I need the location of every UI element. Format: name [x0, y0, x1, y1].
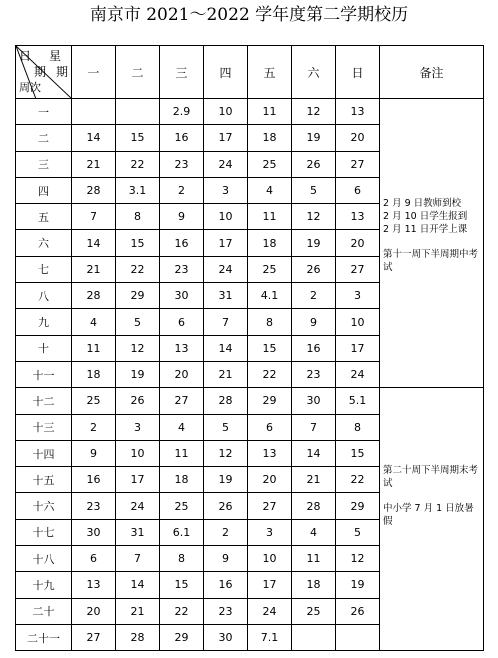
remarks-line: 第二十周下半周期末考试 — [383, 465, 479, 490]
date-cell: 3.1 — [116, 177, 160, 203]
remarks-line: 第十一周下半周期中考试 — [383, 249, 479, 273]
date-cell: 5 — [116, 309, 160, 335]
date-cell: 7 — [204, 309, 248, 335]
date-cell: 3 — [204, 177, 248, 203]
date-cell: 18 — [72, 361, 116, 387]
week-number-cell: 一 — [16, 99, 72, 125]
date-cell: 19 — [204, 467, 248, 493]
date-cell: 7 — [292, 414, 336, 440]
date-cell: 3 — [248, 519, 292, 545]
date-cell: 25 — [292, 598, 336, 624]
date-cell: 11 — [292, 546, 336, 572]
date-cell: 19 — [292, 125, 336, 151]
date-cell: 10 — [336, 309, 380, 335]
date-cell: 11 — [160, 440, 204, 466]
date-cell: 19 — [116, 361, 160, 387]
date-cell: 19 — [292, 230, 336, 256]
date-cell: 20 — [248, 467, 292, 493]
week-number-cell: 十四 — [16, 440, 72, 466]
date-cell: 16 — [160, 125, 204, 151]
date-cell: 8 — [248, 309, 292, 335]
date-cell: 11 — [248, 204, 292, 230]
date-cell: 15 — [248, 335, 292, 361]
date-cell: 2.9 — [160, 99, 204, 125]
date-cell: 30 — [72, 519, 116, 545]
corner-label-week: 周次 — [19, 81, 41, 94]
school-calendar-table — [15, 45, 484, 651]
date-cell: 9 — [72, 440, 116, 466]
date-cell: 21 — [72, 151, 116, 177]
week-number-cell: 二十 — [16, 598, 72, 624]
date-cell: 14 — [72, 230, 116, 256]
week-number-cell: 十一 — [16, 361, 72, 387]
date-cell: 24 — [248, 598, 292, 624]
date-cell: 3 — [336, 283, 380, 309]
date-cell: 15 — [336, 440, 380, 466]
date-cell: 7 — [72, 204, 116, 230]
date-cell: 18 — [292, 572, 336, 598]
corner-label-period2: 期 — [56, 65, 69, 79]
date-cell: 4 — [160, 414, 204, 440]
date-cell: 21 — [72, 256, 116, 282]
calendar-body — [16, 99, 484, 651]
date-cell: 28 — [116, 624, 160, 650]
date-cell: 5 — [292, 177, 336, 203]
date-cell: 20 — [336, 125, 380, 151]
week-number-cell: 二 — [16, 125, 72, 151]
date-cell: 14 — [116, 572, 160, 598]
date-cell: 6 — [336, 177, 380, 203]
remarks-cell-upper — [380, 99, 484, 388]
date-cell: 6.1 — [160, 519, 204, 545]
day-header-tue: 二 — [116, 46, 160, 99]
date-cell: 12 — [336, 546, 380, 572]
date-cell: 23 — [72, 493, 116, 519]
date-cell: 26 — [292, 151, 336, 177]
week-number-cell: 十七 — [16, 519, 72, 545]
date-cell: 12 — [292, 204, 336, 230]
date-cell: 5 — [336, 519, 380, 545]
remarks-header: 备注 — [380, 46, 484, 99]
date-cell: 13 — [160, 335, 204, 361]
date-cell: 13 — [248, 440, 292, 466]
week-number-cell: 三 — [16, 151, 72, 177]
date-cell: 14 — [72, 125, 116, 151]
date-cell: 25 — [248, 256, 292, 282]
date-cell: 2 — [292, 283, 336, 309]
date-cell: 12 — [292, 99, 336, 125]
week-number-cell: 九 — [16, 309, 72, 335]
date-cell: 4 — [72, 309, 116, 335]
day-header-wed: 三 — [160, 46, 204, 99]
date-cell: 25 — [72, 388, 116, 414]
date-cell: 12 — [204, 440, 248, 466]
date-cell: 24 — [204, 151, 248, 177]
date-cell: 26 — [204, 493, 248, 519]
date-cell: 7.1 — [248, 624, 292, 650]
date-cell: 9 — [292, 309, 336, 335]
corner-label-star: 星 — [49, 49, 62, 63]
date-cell: 17 — [248, 572, 292, 598]
date-cell: 27 — [248, 493, 292, 519]
date-cell: 31 — [116, 519, 160, 545]
date-cell: 17 — [204, 230, 248, 256]
week-number-cell: 六 — [16, 230, 72, 256]
date-cell: 29 — [248, 388, 292, 414]
date-cell: 22 — [336, 467, 380, 493]
date-cell: 9 — [204, 546, 248, 572]
date-cell: 24 — [336, 361, 380, 387]
date-cell: 11 — [248, 99, 292, 125]
week-number-cell: 十三 — [16, 414, 72, 440]
date-cell: 28 — [72, 283, 116, 309]
date-cell: 30 — [204, 624, 248, 650]
date-cell: 29 — [160, 624, 204, 650]
remarks-cell-lower — [380, 388, 484, 651]
day-header-fri: 五 — [248, 46, 292, 99]
week-number-cell: 十六 — [16, 493, 72, 519]
date-cell: 2 — [160, 177, 204, 203]
date-cell: 23 — [204, 598, 248, 624]
date-cell: 23 — [160, 151, 204, 177]
date-cell: 22 — [116, 151, 160, 177]
date-cell: 11 — [72, 335, 116, 361]
day-header-sun: 日 — [336, 46, 380, 99]
day-header-sat: 六 — [292, 46, 336, 99]
date-cell: 22 — [160, 598, 204, 624]
date-cell: 15 — [160, 572, 204, 598]
date-cell: 14 — [292, 440, 336, 466]
date-cell: 30 — [292, 388, 336, 414]
corner-label-period1: 期 — [34, 65, 47, 79]
remarks-text-block — [383, 388, 480, 528]
week-number-cell: 七 — [16, 256, 72, 282]
date-cell: 18 — [248, 230, 292, 256]
date-cell: 26 — [336, 598, 380, 624]
date-cell: 10 — [248, 546, 292, 572]
date-cell: 4 — [292, 519, 336, 545]
date-cell: 10 — [204, 204, 248, 230]
date-cell — [292, 624, 336, 650]
date-cell: 6 — [248, 414, 292, 440]
date-cell: 8 — [116, 204, 160, 230]
remarks-line: 2 月 10 日学生报到 — [383, 211, 468, 222]
date-cell: 18 — [248, 125, 292, 151]
date-cell: 16 — [292, 335, 336, 361]
remarks-line: 2 月 9 日教师到校 — [383, 198, 462, 209]
week-number-cell: 五 — [16, 204, 72, 230]
date-cell: 29 — [336, 493, 380, 519]
date-cell: 16 — [204, 572, 248, 598]
date-cell: 10 — [116, 440, 160, 466]
date-cell: 2 — [204, 519, 248, 545]
date-cell: 25 — [160, 493, 204, 519]
date-cell: 27 — [336, 256, 380, 282]
date-cell: 16 — [160, 230, 204, 256]
date-cell: 28 — [292, 493, 336, 519]
week-number-cell: 十五 — [16, 467, 72, 493]
day-header-thu: 四 — [204, 46, 248, 99]
date-cell: 3 — [116, 414, 160, 440]
date-cell: 8 — [160, 546, 204, 572]
date-cell: 24 — [204, 256, 248, 282]
date-cell: 27 — [160, 388, 204, 414]
date-cell: 26 — [292, 256, 336, 282]
date-cell: 17 — [204, 125, 248, 151]
date-cell: 27 — [72, 624, 116, 650]
date-cell: 5.1 — [336, 388, 380, 414]
date-cell: 25 — [248, 151, 292, 177]
date-cell: 13 — [336, 99, 380, 125]
date-cell: 16 — [72, 467, 116, 493]
date-cell — [336, 624, 380, 650]
date-cell: 10 — [204, 99, 248, 125]
remarks-line: 2 月 11 日开学上课 — [383, 224, 468, 235]
date-cell: 2 — [72, 414, 116, 440]
date-cell: 8 — [336, 414, 380, 440]
date-cell: 18 — [160, 467, 204, 493]
date-cell: 23 — [292, 361, 336, 387]
page-title: 南京市 2021～2022 学年度第二学期校历 — [89, 5, 409, 25]
date-cell: 15 — [116, 125, 160, 151]
week-number-cell: 四 — [16, 177, 72, 203]
date-cell: 4 — [248, 177, 292, 203]
date-cell: 13 — [72, 572, 116, 598]
date-cell: 9 — [160, 204, 204, 230]
date-cell — [116, 99, 160, 125]
date-cell: 28 — [72, 177, 116, 203]
date-cell: 22 — [116, 256, 160, 282]
week-number-cell: 十 — [16, 335, 72, 361]
date-cell: 30 — [160, 283, 204, 309]
date-cell: 27 — [336, 151, 380, 177]
date-cell: 20 — [160, 361, 204, 387]
date-cell: 20 — [72, 598, 116, 624]
week-number-cell: 十九 — [16, 572, 72, 598]
date-cell: 24 — [116, 493, 160, 519]
date-cell: 26 — [116, 388, 160, 414]
date-cell: 12 — [116, 335, 160, 361]
week-number-cell: 十二 — [16, 388, 72, 414]
corner-header-cell — [16, 46, 72, 99]
date-cell: 21 — [292, 467, 336, 493]
date-cell: 6 — [160, 309, 204, 335]
date-cell: 23 — [160, 256, 204, 282]
date-cell: 20 — [336, 230, 380, 256]
date-cell: 17 — [116, 467, 160, 493]
date-cell: 22 — [248, 361, 292, 387]
day-header-mon: 一 — [72, 46, 116, 99]
remarks-text-block — [383, 99, 480, 274]
date-cell: 31 — [204, 283, 248, 309]
date-cell: 29 — [116, 283, 160, 309]
date-cell: 6 — [72, 546, 116, 572]
date-cell: 15 — [116, 230, 160, 256]
date-cell: 28 — [204, 388, 248, 414]
date-cell: 19 — [336, 572, 380, 598]
corner-label-day: 日 — [19, 49, 32, 63]
week-number-cell: 八 — [16, 283, 72, 309]
date-cell: 17 — [336, 335, 380, 361]
date-cell: 21 — [116, 598, 160, 624]
date-cell — [72, 99, 116, 125]
date-cell: 14 — [204, 335, 248, 361]
date-cell: 7 — [116, 546, 160, 572]
week-row — [16, 99, 484, 125]
week-number-cell: 十八 — [16, 546, 72, 572]
date-cell: 5 — [204, 414, 248, 440]
date-cell: 13 — [336, 204, 380, 230]
date-cell: 21 — [204, 361, 248, 387]
week-number-cell: 二十一 — [16, 624, 72, 650]
remarks-line: 中小学 7 月 1 日放暑假 — [383, 503, 474, 528]
week-row — [16, 388, 484, 414]
date-cell: 4.1 — [248, 283, 292, 309]
header-row — [16, 46, 484, 99]
